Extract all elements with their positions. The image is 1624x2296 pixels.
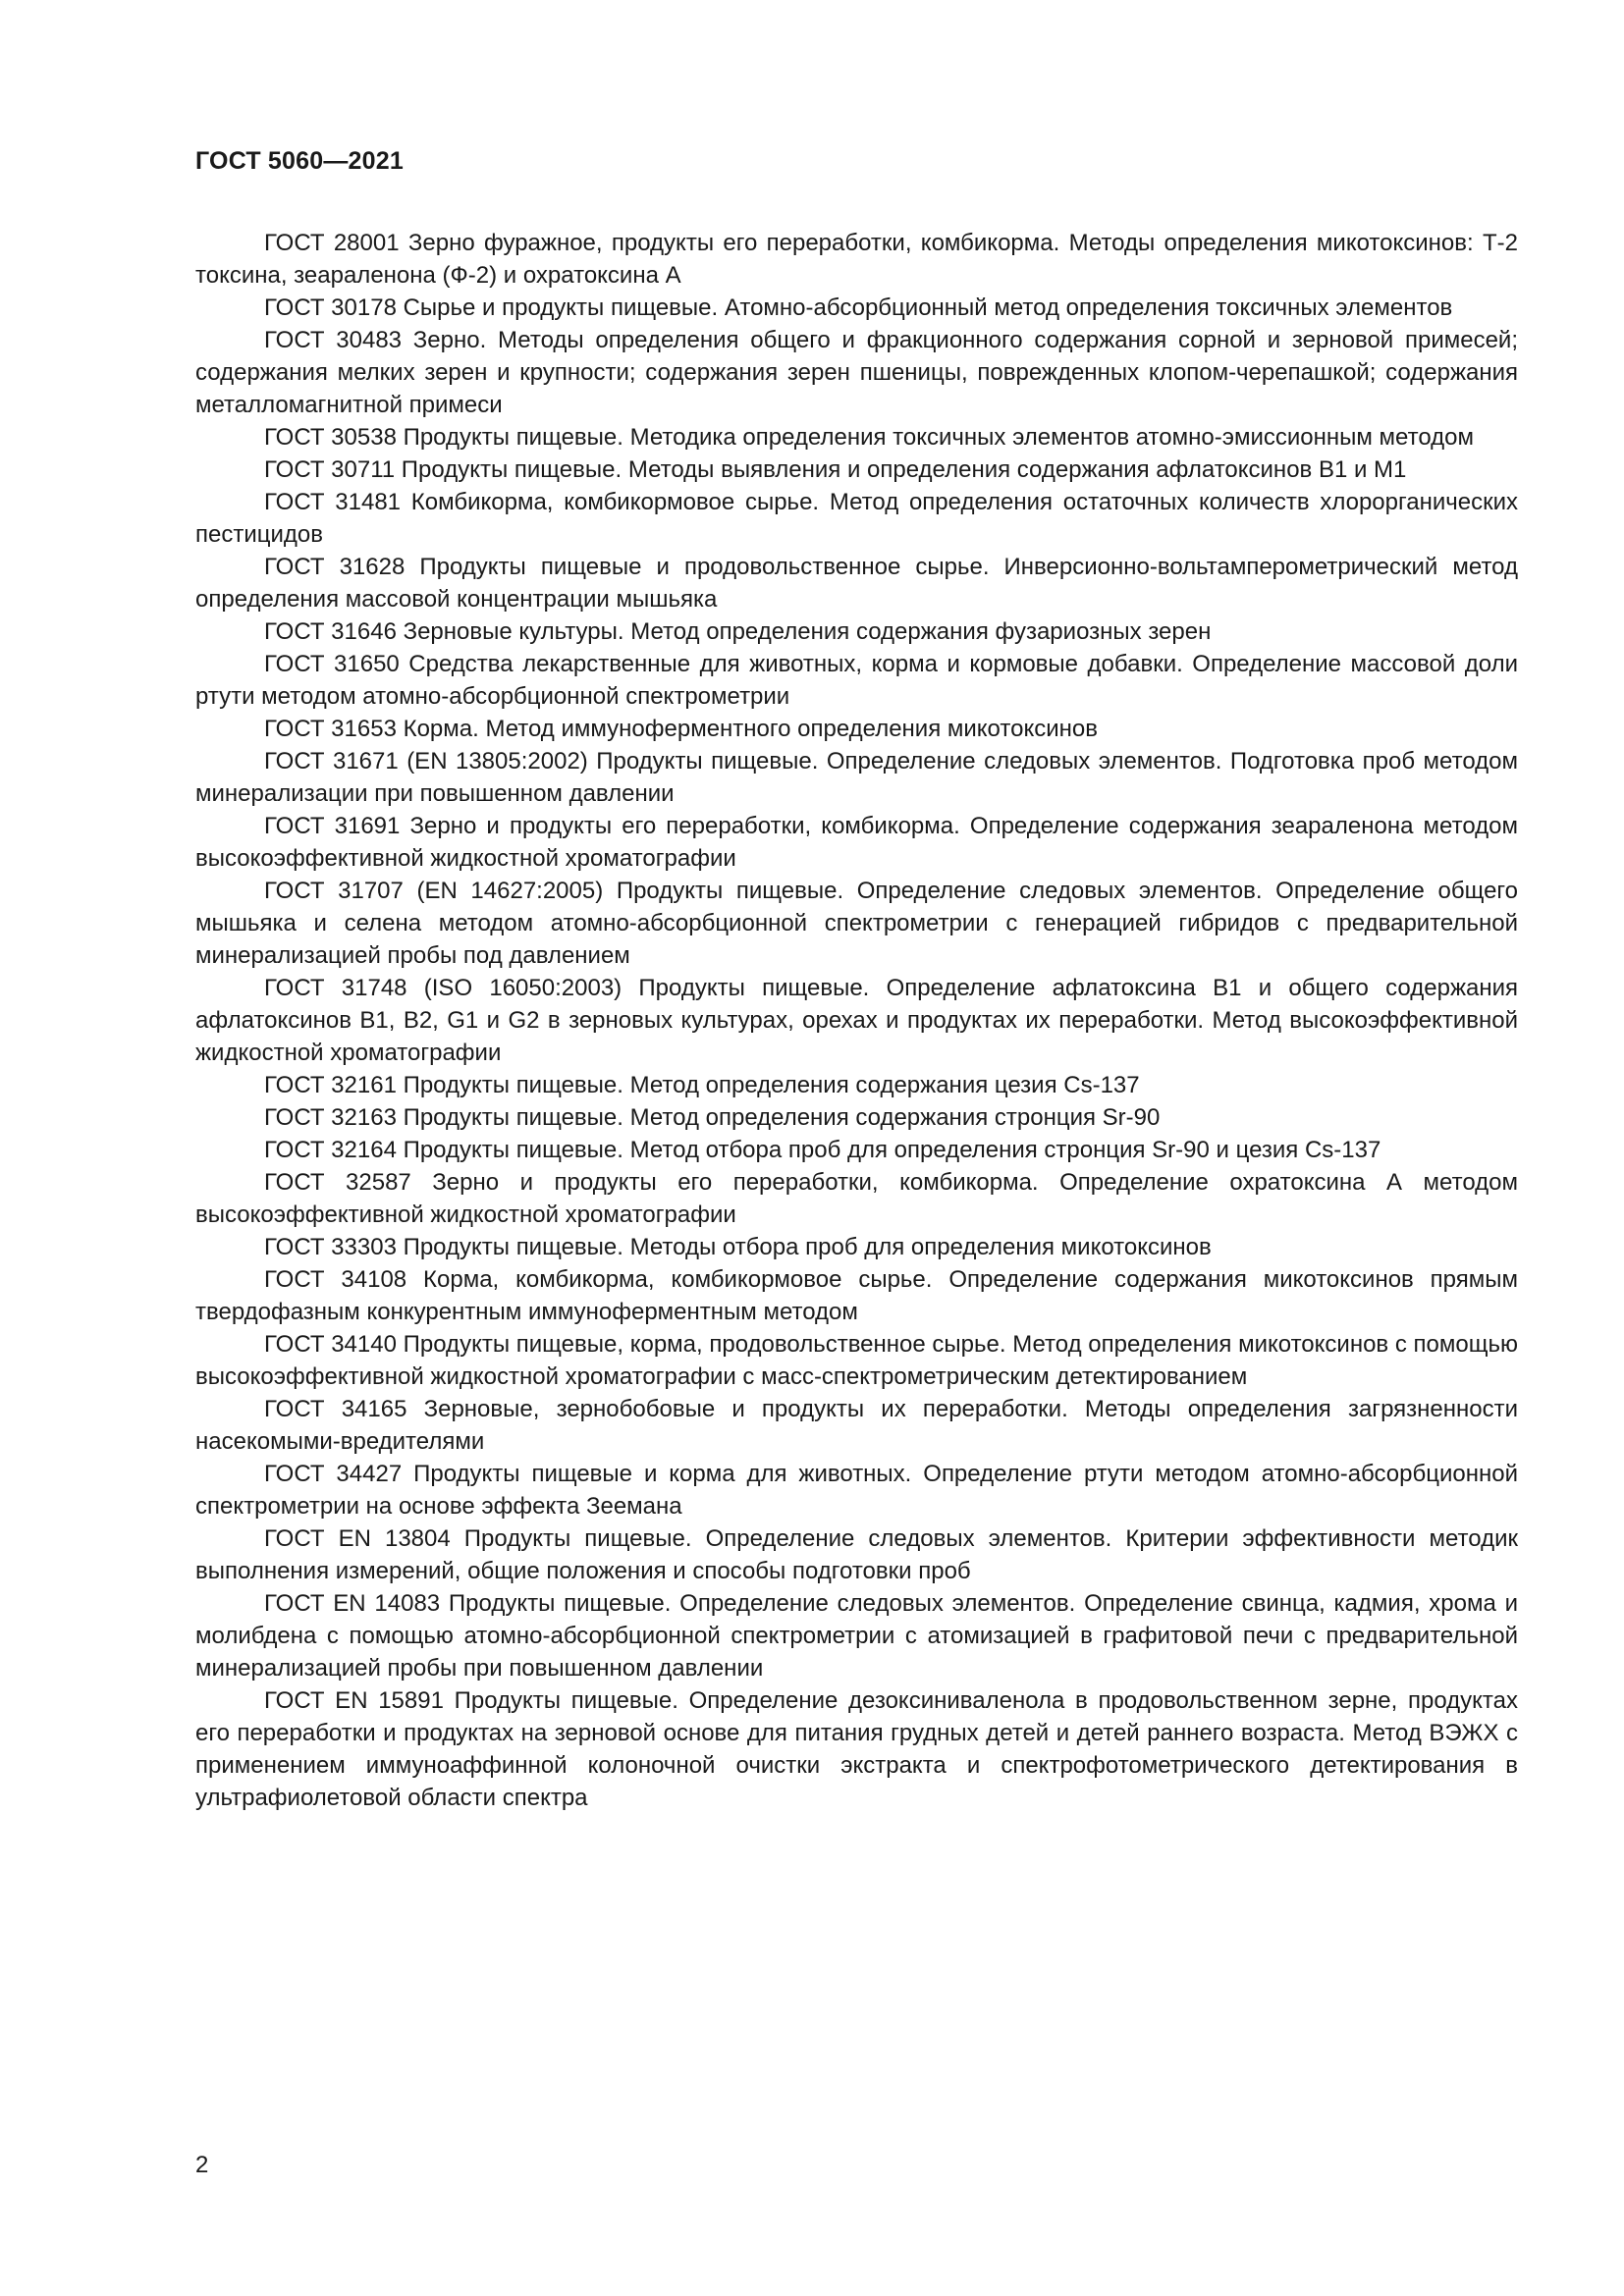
reference-entry: ГОСТ 31748 (ISO 16050:2003) Продукты пищевые. Определение афлатоксина В1 и общего содержания афлатоксинов В1, В2, G1 и G2 в зерновых культурах, орехах и продуктах их переработки. Метод высокоэффективной жидкостной хроматографии <box>195 975 1518 1066</box>
reference-entry: ГОСТ 34140 Продукты пищевые, корма, продовольственное сырье. Метод определения микотоксинов с помощью высокоэффективной жидкостной хроматографии с масс-спектрометрическим детектированием <box>195 1331 1518 1390</box>
page-number: 2 <box>195 2152 209 2178</box>
reference-entry: ГОСТ 31628 Продукты пищевые и продовольственное сырье. Инверсионно-вольтамперометрический метод определения массовой концентрации мышьяка <box>195 554 1518 613</box>
reference-entry: ГОСТ 32587 Зерно и продукты его переработки, комбикорма. Определение охратоксина А методом высокоэффективной жидкостной хроматографии <box>195 1169 1518 1228</box>
reference-entry: ГОСТ 30711 Продукты пищевые. Методы выявления и определения содержания афлатоксинов В1 и М1 <box>264 456 1407 483</box>
reference-entry: ГОСТ 32164 Продукты пищевые. Метод отбора проб для определения стронция Sr-90 и цезия Cs-137 <box>264 1137 1381 1163</box>
normative-references-list <box>195 227 1518 1814</box>
reference-entry: ГОСТ 31646 Зерновые культуры. Метод определения содержания фузариозных зерен <box>264 618 1212 645</box>
reference-entry: ГОСТ 31671 (EN 13805:2002) Продукты пищевые. Определение следовых элементов. Подготовка проб методом минерализации при повышенном давлении <box>195 748 1518 807</box>
reference-entry: ГОСТ 31707 (EN 14627:2005) Продукты пищевые. Определение следовых элементов. Определение общего мышьяка и селена методом атомно-абсорбционной спектрометрии с генерацией гибридов с предварительной минерализацией пробы под давлением <box>195 878 1518 969</box>
reference-entry: ГОСТ EN 15891 Продукты пищевые. Определение дезоксиниваленола в продовольственном зерне, продуктах его переработки и продуктах на зерновой основе для питания грудных детей и детей раннего возраста. Метод ВЭЖХ с применением иммуноаффинной колоночной очистки экстракта и спектрофотометрического детектирования в ультрафиолетовой области спектра <box>195 1687 1518 1811</box>
reference-entry: ГОСТ 28001 Зерно фуражное, продукты его переработки, комбикорма. Методы определения микотоксинов: Т-2 токсина, зеараленона (Ф-2) и охратоксина А <box>195 230 1518 289</box>
reference-entry: ГОСТ 30483 Зерно. Методы определения общего и фракционного содержания сорной и зерновой примесей; содержания мелких зерен и крупности; содержания зерен пшеницы, поврежденных клопом-черепашкой; содержания металломагнитной примеси <box>195 327 1518 418</box>
reference-entry: ГОСТ 31650 Средства лекарственные для животных, корма и кормовые добавки. Определение массовой доли ртути методом атомно-абсорбционной спектрометрии <box>195 651 1518 710</box>
reference-entry: ГОСТ 32161 Продукты пищевые. Метод определения содержания цезия Cs-137 <box>264 1072 1140 1098</box>
reference-entry: ГОСТ EN 14083 Продукты пищевые. Определение следовых элементов. Определение свинца, кадмия, хрома и молибдена с помощью атомно-абсорбционной спектрометрии с атомизацией в графитовой печи с предварительной минерализацией пробы при повышенном давлении <box>195 1590 1518 1682</box>
document-header: ГОСТ 5060—2021 <box>195 147 404 175</box>
reference-entry: ГОСТ 34108 Корма, комбикорма, комбикормовое сырье. Определение содержания микотоксинов прямым твердофазным конкурентным иммуноферментным методом <box>195 1266 1518 1325</box>
reference-entry: ГОСТ 30178 Сырье и продукты пищевые. Атомно-абсорбционный метод определения токсичных элементов <box>264 294 1453 321</box>
reference-entry: ГОСТ 32163 Продукты пищевые. Метод определения содержания стронция Sr-90 <box>264 1104 1161 1131</box>
reference-entry: ГОСТ 31481 Комбикорма, комбикормовое сырье. Метод определения остаточных количеств хлорорганических пестицидов <box>195 489 1518 548</box>
reference-entry: ГОСТ 30538 Продукты пищевые. Методика определения токсичных элементов атомно-эмиссионным методом <box>264 424 1474 451</box>
reference-entry: ГОСТ 34165 Зерновые, зернобобовые и продукты их переработки. Методы определения загрязненности насекомыми-вредителями <box>195 1396 1518 1455</box>
reference-entry: ГОСТ 31691 Зерно и продукты его переработки, комбикорма. Определение содержания зеараленона методом высокоэффективной жидкостной хроматографии <box>195 813 1518 872</box>
reference-entry: ГОСТ 31653 Корма. Метод иммуноферментного определения микотоксинов <box>264 716 1098 742</box>
reference-entry: ГОСТ 33303 Продукты пищевые. Методы отбора проб для определения микотоксинов <box>264 1234 1212 1260</box>
reference-entry: ГОСТ EN 13804 Продукты пищевые. Определение следовых элементов. Критерии эффективности методик выполнения измерений, общие положения и способы подготовки проб <box>195 1525 1518 1584</box>
reference-entry: ГОСТ 34427 Продукты пищевые и корма для животных. Определение ртути методом атомно-абсорбционной спектрометрии на основе эффекта Зеемана <box>195 1461 1518 1520</box>
